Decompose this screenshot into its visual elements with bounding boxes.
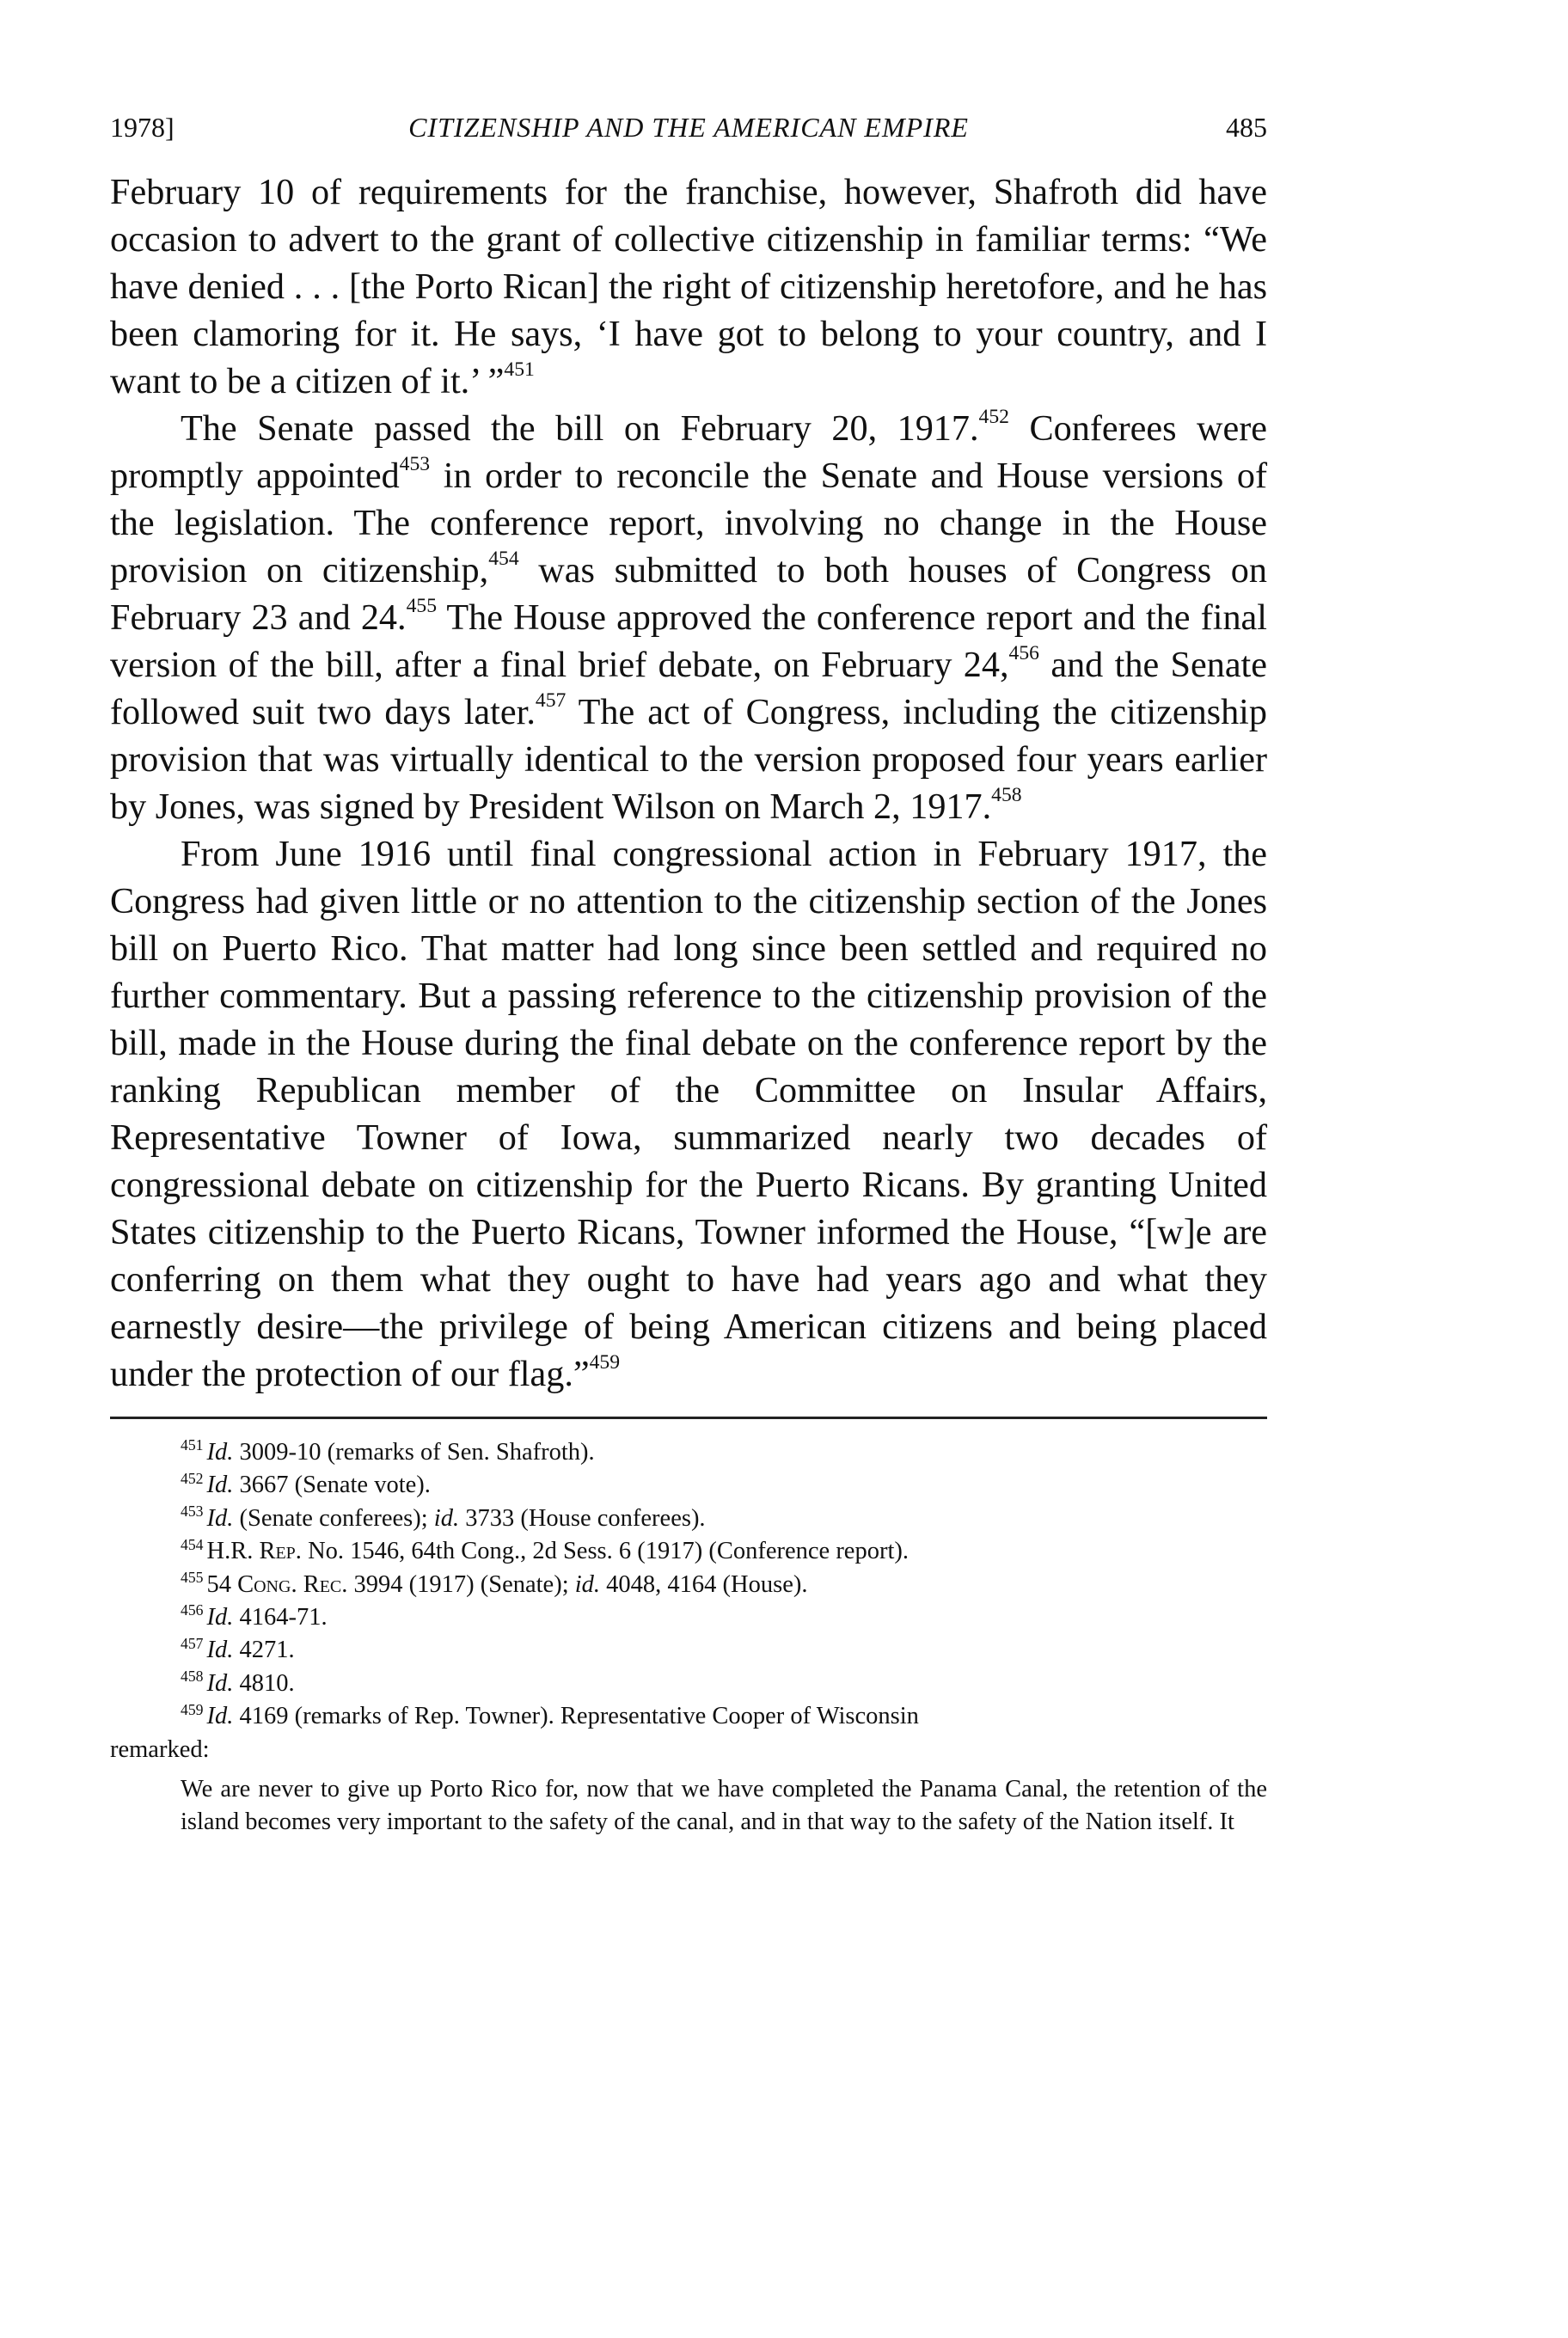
footnote-ref: 458 <box>991 783 1022 806</box>
footnote-457 <box>110 1634 1267 1667</box>
footnote-text: 3667 (Senate vote). <box>233 1472 431 1499</box>
footnote-id: Id. <box>206 1637 234 1664</box>
footnote-source: Rep. <box>259 1538 302 1565</box>
paragraph-text: Conferees were promptly appointed <box>110 408 1267 496</box>
footnote-number: 452 <box>181 1469 204 1487</box>
footnote-ref: 454 <box>488 547 519 570</box>
footnote-text: 4048, 4164 (House). <box>600 1570 808 1598</box>
paragraph-3 <box>110 830 1267 1398</box>
footnote-number: 454 <box>181 1535 204 1553</box>
footnote-number: 457 <box>181 1634 204 1652</box>
footnote-453 <box>110 1503 1267 1535</box>
footnote-text: 54 <box>206 1570 238 1598</box>
paragraph-text: in order to reconcile the Senate and House versions of the legislation. The conference report, involving no change in the House provision on citizenship, <box>110 456 1268 591</box>
footnote-id: Id. <box>206 1472 234 1499</box>
running-head-year: 1978] <box>110 112 175 143</box>
paragraph-1 <box>110 168 1267 405</box>
footnote-number: 451 <box>181 1436 204 1454</box>
footnote-id: Id. <box>206 1669 234 1697</box>
footnote-text: 4169 (remarks of Rep. Towner). Representative Cooper of Wisconsin <box>233 1703 919 1730</box>
footnote-458 <box>110 1668 1267 1700</box>
footnote-ref: 457 <box>535 689 567 712</box>
footnote-455 <box>110 1569 1267 1601</box>
paragraph-text: February 10 of requirements for the franchise, however, Shafroth did have occasion to advert to the grant of collective citizenship in familiar terms: “We have denied . . . [the Porto Rican] the right of citizenship heretofore, and he has been clamoring for it. He says, ‘I have got to belong to your country, and I want to be a citizen of it.’ ” <box>110 172 1267 401</box>
paragraph-text: The act of Congress, including the citizenship provision that was virtually identical to the version proposed four years earlier by Jones, was signed by President Wilson on March 2, 1917. <box>110 692 1267 827</box>
footnote-id: Id. <box>206 1703 234 1730</box>
paragraph-text: The Senate passed the bill on February 20, 1917. <box>181 408 979 449</box>
body-text <box>110 168 1267 1398</box>
footnote-text: 3733 (House conferees). <box>459 1504 706 1532</box>
paragraph-text: The House approved the conference report and the final version of the bill, after a final brief debate, on February 24, <box>110 597 1267 685</box>
footnote-456 <box>110 1601 1267 1634</box>
page-number: 485 <box>1226 112 1267 143</box>
paragraph-2 <box>110 405 1267 830</box>
footnote-text: 3994 (1917) (Senate); <box>347 1570 575 1598</box>
footnote-454 <box>110 1535 1267 1568</box>
paragraph-text: From June 1916 until final congressional action in February 1917, the Congress had given little or no attention to the citizenship section of the Jones bill on Puerto Rico. That matter had long since been settled and required no further commentary. But a passing reference to the citizenship provision of the bill, made in the House during the final debate on the conference report by the ranking Republican member of the Committee on Insular Affairs, Representative Towner of Iowa, summarized nearly two decades of congressional debate on citizenship for the Puerto Ricans. By granting United States citizenship to the Puerto Ricans, Towner informed the House, “[w]e are conferring on them what they ought to have had years ago and what they earnestly desire—the privilege of being American citizens and being placed under the protection of our flag.” <box>110 834 1267 1394</box>
footnote-id: Id. <box>206 1604 234 1631</box>
footnote-451 <box>110 1436 1267 1469</box>
footnote-ref: 452 <box>978 405 1009 428</box>
footnote-ref: 451 <box>504 358 535 381</box>
footnote-id: Id. <box>206 1504 234 1532</box>
footnote-number: 455 <box>181 1569 204 1587</box>
footnote-id: Id. <box>206 1439 234 1466</box>
footnote-text: 4164-71. <box>233 1604 328 1631</box>
footnote-number: 458 <box>181 1668 204 1686</box>
footnotes <box>110 1436 1267 1839</box>
footnote-ref: 453 <box>399 452 431 475</box>
running-head <box>110 112 1267 160</box>
footnote-text: 4810. <box>233 1669 295 1697</box>
footnote-id: id. <box>433 1504 460 1532</box>
footnote-459 <box>110 1700 1267 1733</box>
footnote-ref: 456 <box>1008 641 1039 664</box>
page <box>110 112 1267 1839</box>
paragraph-text: and the Senate followed suit two days later. <box>110 645 1267 732</box>
footnote-source: Cong. Rec. <box>237 1570 348 1598</box>
footnote-number: 456 <box>181 1601 204 1619</box>
footnote-ref: 455 <box>406 594 438 617</box>
running-head-title: CITIZENSHIP AND THE AMERICAN EMPIRE <box>408 112 969 143</box>
footnote-text: H.R. <box>206 1538 260 1565</box>
footnote-text: No. 1546, 64th Cong., 2d Sess. 6 (1917) (Conference report). <box>301 1538 909 1565</box>
footnote-block-quote: We are never to give up Porto Rico for, now that we have completed the Panama Canal, the retention of the island becomes very important to the safety of the canal, and in that way to the safety of the Nation itself. It <box>181 1776 1267 1836</box>
footnote-id: id. <box>574 1570 601 1598</box>
footnote-continuation: remarked: <box>110 1735 210 1763</box>
footnote-text: 4271. <box>233 1637 295 1664</box>
paragraph-text: was submitted to both houses of Congress on February 23 and 24. <box>110 550 1267 638</box>
footnote-ref: 459 <box>589 1350 621 1374</box>
footnote-text: (Senate conferees); <box>233 1504 434 1532</box>
footnote-text: 3009-10 (remarks of Sen. Shafroth). <box>233 1439 595 1466</box>
footnote-number: 459 <box>181 1700 204 1718</box>
footnote-452 <box>110 1469 1267 1502</box>
footnote-divider <box>110 1417 1267 1419</box>
footnote-number: 453 <box>181 1503 204 1521</box>
